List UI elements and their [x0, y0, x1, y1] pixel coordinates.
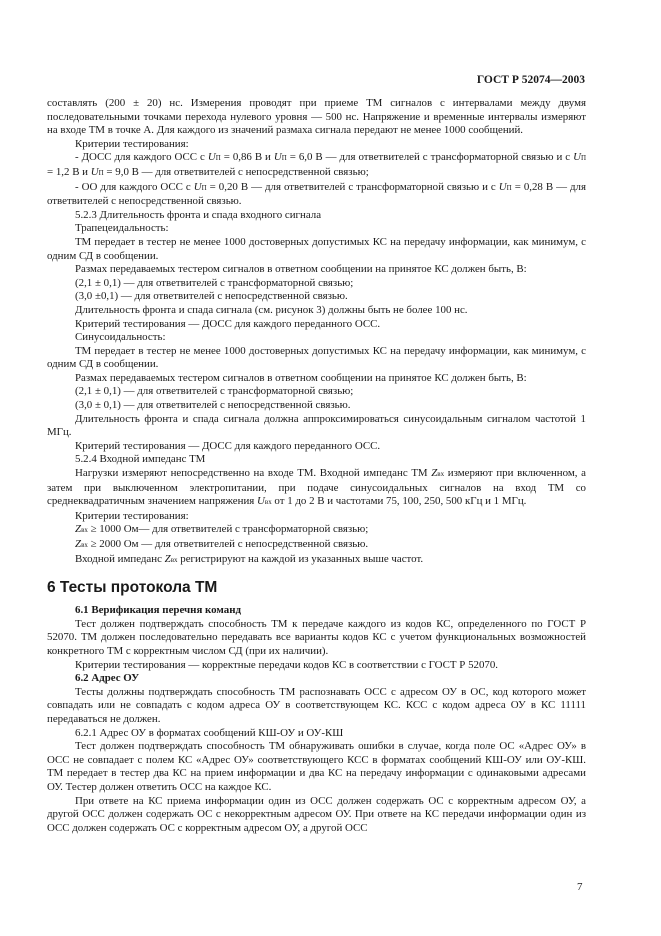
paragraph: ТМ передает в тестер не менее 1000 достоверных допустимых КС на передачу информации, как минимум, с одним СД в сообщении.: [47, 235, 586, 262]
subsection-heading: 6.2 Адрес ОУ: [75, 672, 140, 685]
subsection-heading: 6.1 Верификация перечня команд: [75, 604, 241, 617]
paragraph: Длительность фронта и спада сигнала должна аппроксимироваться синусоидальным сигналом частотой 1 МГц.: [47, 412, 586, 439]
section-heading: 6 Тесты протокола ТМ: [47, 579, 218, 597]
subsection-heading: 5.2.4 Входной импеданс ТМ: [75, 453, 206, 466]
paragraph: Критерий тестирования — ДОСС для каждого переданного ОСС.: [75, 439, 381, 452]
list-item: (2,1 ± 0,1) — для ответвителей с трансформаторной связью;: [75, 276, 354, 289]
list-item: Zвх ≥ 2000 Ом — для ответвителей с непосредственной связью.: [75, 538, 369, 550]
paragraph: Тест должен подтверждать способность ТМ к передаче каждого из кодов КС, определенного по ГОСТ Р 52070. ТМ должен последовательно передавать все варианты кодов КС с учетом функциональных возможностей конкретного ТМ с корректным числом СД (при их наличии).: [47, 617, 586, 657]
paragraph: Синусоидальность:: [75, 331, 166, 344]
paragraph: - ОО для каждого ОСС с UП = 0,20 В — для ответвителей с трансформаторной связью и с UП = 0,28 В — для ответвителей с непосредственной связью.: [47, 180, 586, 208]
paragraph: Нагрузки измеряют непосредственно на входе ТМ. Входной импеданс ТМ Zвх измеряют при включенном, а затем при выключенном электропитании, при подаче синусоидальных сигналов на вход ТМ со среднеквадратичным значением напряжения Uвх от 1 до 2 В и частотами 75, 100, 250, 500 кГц и 1 МГц.: [47, 467, 586, 508]
paragraph: Размах передаваемых тестером сигналов в ответном сообщении на принятое КС должен быть, В:: [75, 263, 527, 276]
paragraph: Размах передаваемых тестером сигналов в ответном сообщении на принятое КС должен быть, В:: [75, 371, 527, 384]
paragraph: Трапецеидальность:: [75, 222, 169, 235]
page-number: 7: [577, 881, 583, 893]
list-item: (3,0 ± 0,1) — для ответвителей с непосредственной связью.: [75, 399, 351, 412]
page-body: [47, 97, 586, 835]
paragraph: Критерии тестирования — корректные передачи кодов КС в соответствии с ГОСТ Р 52070.: [75, 658, 499, 671]
list-item: (2,1 ± 0,1) — для ответвителей с трансформаторной связью;: [75, 385, 354, 398]
list-item: (3,0 ±0,1) — для ответвителей с непосредственной связью.: [75, 290, 348, 303]
paragraph: Тесты должны подтверждать способность ТМ распознавать ОСС с адресом ОУ в ОС, код которого может совпадать или не совпадать с кодом адреса ОУ в соответствующем КС. КСС с кодом адреса ОУ в КС 11111 передаваться не должен.: [47, 685, 586, 725]
paragraph: - ДОСС для каждого ОСС с UП = 0,86 В и UП = 6,0 В — для ответвителей с трансформаторной связью и с UП = 1,2 В и UП = 9,0 В — для ответвителей с непосредственной связью;: [47, 151, 587, 178]
paragraph: составлять (200 ± 20) нс. Измерения проводят при приеме ТМ сигналов с интервалами между двумя последовательными точками перехода нулевого уровня — 500 нс. Напряжение и временные интервалы измеряют на входе ТМ в точке А. Для каждого из значений размаха сигнала передают не менее 1000 сообщений.: [47, 97, 586, 137]
document-header: ГОСТ Р 52074—2003: [476, 74, 585, 86]
paragraph: При ответе на КС приема информации один из ОСС должен содержать ОС с корректным адресом ОУ, а другой ОСС должен содержать ОС с некорректным адресом ОУ. При ответе на КС передачи информации один из ОСС должен содержать ОС с корректным адресом ОУ, а другой ОСС: [47, 794, 586, 834]
paragraph: Длительность фронта и спада сигнала (см. рисунок 3) должны быть не более 100 нс.: [75, 303, 468, 316]
paragraph: ТМ передает в тестер не менее 1000 достоверных допустимых КС на передачу информации, как минимум, с одним СД в сообщении.: [47, 344, 586, 371]
subsection-heading: 6.2.1 Адрес ОУ в форматах сообщений КШ-ОУ и ОУ-КШ: [75, 726, 344, 739]
paragraph: Критерий тестирования — ДОСС для каждого переданного ОСС.: [75, 317, 381, 330]
subsection-heading: 5.2.3 Длительность фронта и спада входного сигнала: [75, 208, 322, 221]
paragraph: Критерии тестирования:: [75, 137, 189, 150]
paragraph: Критерии тестирования:: [75, 509, 189, 522]
paragraph: Входной импеданс Zвх регистрируют на каждой из указанных выше частот.: [75, 552, 424, 565]
list-item: Zвх ≥ 1000 Ом— для ответвителей с трансформаторной связью;: [75, 523, 369, 536]
paragraph: Тест должен подтверждать способность ТМ обнаруживать ошибки в случае, когда поле ОС «Адрес ОУ» в ОСС не совпадает с полем КС «Адрес ОУ» соответствующего КСС в форматах сообщений КШ-ОУ или ОУ-КШ. ТМ передает в тестер два КС на прием информации и два КС на передачу информации с одинаковыми адресами ОУ. Тестер должен ответить ОСС на каждое КС.: [47, 740, 586, 793]
